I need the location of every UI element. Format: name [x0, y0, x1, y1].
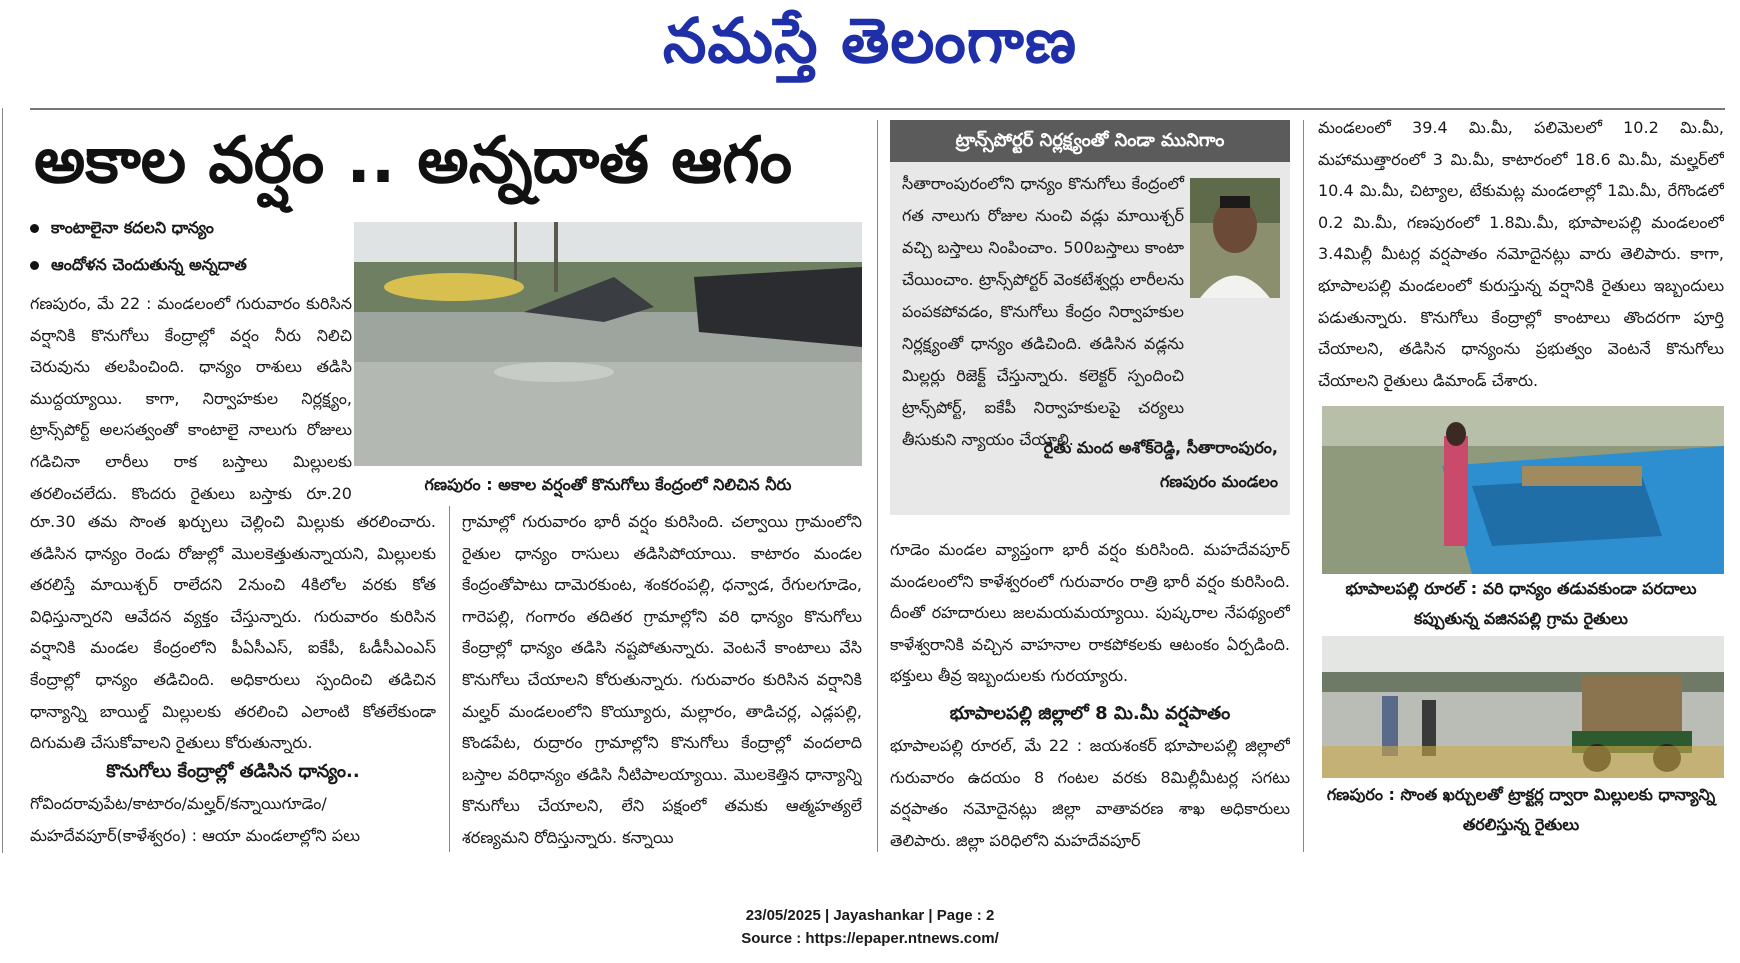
col1-text-top: గణపురం, మే 22 : మండలంలో గురువారం కురిసిన వర్షానికి కొనుగోలు కేంద్రాల్లో వర్షం నీరు నిలిచి చెరువును తలపించింది. ధాన్యం రాశులు తడిసి ముద్దయ్యాయి. కాగా, నిర్వాహకుల నిర్లక్ష్యం, ట్రాన్స్‌పోర్ట్ అలసత్వంతో కాంటాలై నాలుగు రోజులు గడిచినా లారీలు రాక బస్తాలు మిల్లులకు తరలించలేదు. కొందరు రైతులు బస్తాకు రూ.20 [30, 294, 352, 503]
photo1-caption: గణపురం : అకాల వర్షంతో కొనుగోలు కేంద్రంలో నిలిచిన నీరు [424, 475, 792, 494]
footer-source-link[interactable]: Source : https://epaper.ntnews.com/ [741, 930, 999, 947]
col3-text-top: గూడెం మండల వ్యాప్తంగా భారీ వర్షం కురిసింది. మహదేవపూర్ మండలంలోని కాళేశ్వరంలో గురువారం రాత్రి భారీ వర్షం కురిసింది. దీంతో రహదారులు జలమయమయ్యాయి. పుష్కరాల నేపథ్యంలో కాళేశ్వరానికి వచ్చిన వాహనాల రాకపోకలకు ఆటంకం ఏర్పడింది. భక్తులు తీవ్ర ఇబ్బందులకు గురయ్యారు. [890, 540, 1290, 686]
col2-text: గ్రామాల్లో గురువారం భారీ వర్షం కురిసింది. చల్వాయి గ్రామంలోని రైతుల ధాన్యం రాసులు తడిసిపోయాయి. కాటారం మండల కేంద్రంతోపాటు దామెరకుంట, శంకరంపల్లి, ధన్వాడ, రేగులగూడెం, గారెపల్లి, గంగారం తదితర గ్రామాల్లోని వరి ధాన్యం కొనుగోలు కేంద్రాల్లో ధాన్యం తడిసి నష్టపోతున్నారు. వెంటనే కాంటాలు వేసి కొనుగోలు చేయాలని కోరుతున్నారు. గురువారం కురిసిన వర్షానికి మల్హర్ మండలంలోని కొయ్యూరు, మల్లారం, తాడిచర్ల, ఎడ్లపల్లి, కొండపేట, రుద్రారం గ్రామాల్లోని కొనుగోలు కేంద్రాల్లో వందలాది బస్తాల వరిధాన్యం తడిసి నీటిపాలయ్యాయి. మొలకెత్తిన ధాన్యాన్ని కొనుగోలు చేయాలని, లేని పక్షంలో తమకు ఆత్మహత్యలే శరణ్యమని రోదిస్తున్నారు. కన్నాయి [462, 512, 862, 847]
tractor-photo-illustration [1322, 636, 1724, 778]
bullet-item: ఆందోళన చెందుతున్న అన్నదాత [30, 255, 350, 278]
masthead-logo: నమస్తే తెలంగాణ [662, 4, 1078, 77]
photo-tractor-loading [1322, 636, 1724, 778]
col3-text-bottom: భూపాలపల్లి రూరల్, మే 22 : జయశంకర్ భూపాలపల్లి జిల్లాలో గురువారం ఉదయం 8 గంటల వరకు 8మిల్లీమీటర్ల సగటు వర్షపాతం నమోదైనట్లు జిల్లా వాతావరణ శాఖ అధికారులు తెలిపారు. జిల్లా పరిధిలోని మహదేవపూర్ [890, 736, 1290, 850]
col1-text-bottom: రూ.30 తమ సొంత ఖర్చులు చెల్లించి మిల్లుకు తరలించారు. తడిసిన ధాన్యం రెండు రోజుల్లో మొలకెత్తుతున్నాయని, మిల్లులకు తరలిస్తే మాయిశ్చర్ రాలేదని 2నుంచి 4కిలోల వరకు కోత విధిస్తున్నారని ఆవేదన వ్యక్తం చేస్తున్నారు. గురువారం కురిసిన వర్షానికి మండల కేంద్రంలోని పీఏసీఎస్, ఐకేపీ, ఓడీసీఎంఎస్ కేంద్రాల్లో ధాన్యం తడిచింది. అధికారులు స్పందించి తడిచిన ధాన్యాన్ని బాయిల్డ్ మిల్లులకు తరలించి ఎలాంటి కోతలేకుండా దిగుమతి చేసుకోవాలని రైతులు కోరుతున్నారు. [30, 512, 436, 753]
footer-edition-line: 23/05/2025 | Jayashankar | Page : 2 [745, 907, 995, 924]
quote-box-title: ట్రాన్స్‌పోర్టర్ నిర్లక్ష్యంతో నిండా మునిగాం [890, 120, 1290, 162]
quote-text: సీతారాంపురంలోని ధాన్యం కొనుగోలు కేంద్రంలో గత నాలుగు రోజుల నుంచి వడ్లు మాయిశ్చర్ వచ్చి బస్తాలు నింపించాం. 500బస్తాలు కాంటా చేయించాం. ట్రాన్స్‌పోర్టర్ వెంకటేశ్వర్లు లారీలను పంపకపోవడం, కొనుగోలు కేంద్రం నిర్వాహకుల నిర్లక్ష్యంతో ధాన్యం తడిచింది. తడిసిన వడ్లను మిల్లర్లు రిజెక్ట్ చేస్తున్నారు. కలెక్టర్ స్పందించి ట్రాన్స్‌పోర్ట్, ఐకేపీ నిర్వాహకులపై చర్యలు తీసుకుని న్యాయం చేయాలి. [902, 174, 1184, 449]
quote-signature-place: గణపురం మండలం [1159, 472, 1278, 491]
page-footer [0, 904, 1740, 950]
column-divider [1303, 120, 1304, 852]
photo-covering-paddy [1322, 406, 1724, 574]
column-divider [877, 120, 878, 852]
col1-text-tail: గోవిందరావుపేట/కాటారం/మల్హర్/కన్నాయిగూడెం/మహదేవపూర్(కాళేశ్వరం) : ఆయా మండలాల్లోని పలు [30, 794, 360, 845]
photo3-caption: గణపురం : సొంత ఖర్చులతో ట్రాక్టర్ల ద్వారా మిల్లులకు ధాన్యాన్ని తరలిస్తున్న రైతులు [1326, 785, 1716, 834]
bullet-list [30, 218, 350, 292]
farmer-quote-box [890, 120, 1290, 515]
column-divider [449, 506, 450, 852]
bullet-dot-icon [30, 224, 39, 233]
farmer-portrait [1190, 178, 1280, 298]
flood-photo-illustration [354, 222, 862, 466]
top-rule [30, 108, 1725, 110]
bullet-item: కాంటాలైనా కదలని ధాన్యం [30, 218, 350, 241]
photo-flooded-center [354, 222, 862, 466]
left-edge-rule [2, 108, 3, 853]
photo2-caption: భూపాలపల్లి రూరల్ : వరి ధాన్యం తడువకుండా పరదాలు కప్పుతున్న వజినపల్లి గ్రామ రైతులు [1345, 579, 1697, 628]
col3-subhead: భూపాలపల్లి జిల్లాలో 8 మి.మీ వర్షపాతం [949, 703, 1231, 724]
col1-subhead: కొనుగోలు కేంద్రాల్లో తడిసిన ధాన్యం.. [106, 761, 360, 782]
bullet-dot-icon [30, 261, 39, 270]
headline: అకాల వర్షం .. అన్నదాత ఆగం [34, 124, 793, 198]
portrait-illustration [1190, 178, 1280, 298]
col4-text: మండలంలో 39.4 మి.మీ, పలిమెలలో 10.2 మి.మీ, మహాముత్తారంలో 3 మి.మీ, కాటారంలో 18.6 మి.మీ, మల్హర్‌లో 10.4 మి.మీ, చిట్యాల, టేకుమట్ల మండలాల్లో 1మి.మీ, రేగొండలో 0.2 మి.మీ, గణపురంలో 1.8మి.మీ, భూపాలపల్లి మండలంలో 3.4మిల్లీ మీటర్ల వర్షపాతం నమోదైనట్లు వారు తెలిపారు. కాగా, భూపాలపల్లి మండలంలో కురుస్తున్న వర్షానికి రైతులు ఇబ్బందులు పడుతున్నారు. కొనుగోలు కేంద్రాల్లో కాంటాలు తొందరగా పూర్తి చేయాలని, తడిసిన ధాన్యంను ప్రభుత్వం వెంటనే కొనుగోలు చేయాలని రైతులు డిమాండ్ చేశారు. [1318, 118, 1724, 390]
quote-signature-name: రైతు మంద అశోక్‌రెడ్డి, సీతారాంపురం, [1043, 438, 1278, 457]
covering-photo-illustration [1322, 406, 1724, 574]
